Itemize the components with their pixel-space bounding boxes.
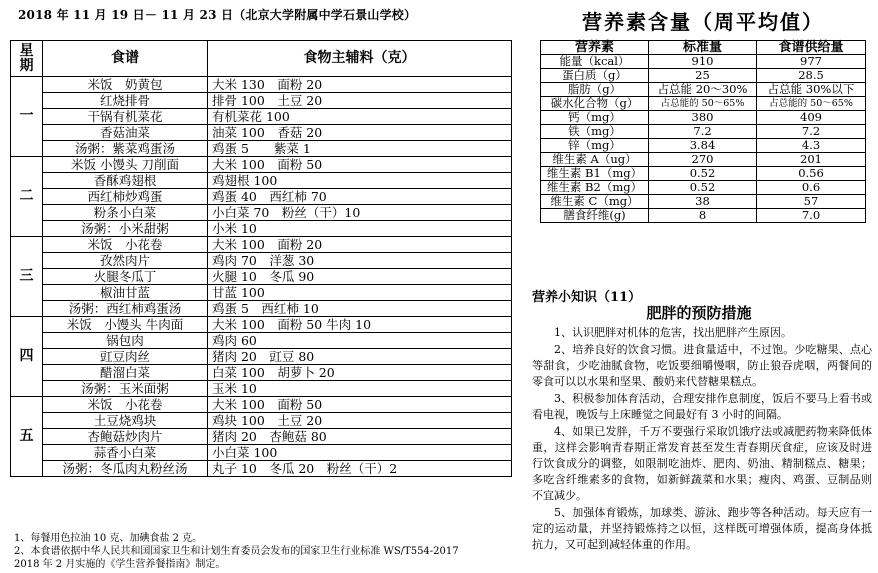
nutrition-standard-cell: 910 bbox=[649, 55, 757, 69]
menu-row bbox=[11, 77, 512, 93]
day-cell: 四 bbox=[11, 317, 43, 397]
ingredients-cell: 小白菜 70 粉丝（干）10 bbox=[208, 205, 512, 221]
menu-row bbox=[11, 221, 512, 237]
nutrition-standard-cell: 0.52 bbox=[649, 181, 757, 195]
col-ingredients-header: 食物主辅料（克） bbox=[208, 41, 512, 77]
nutrition-supply-cell: 7.0 bbox=[757, 209, 866, 223]
nutrition-supply-cell: 4.3 bbox=[757, 139, 866, 153]
weekly-menu-table bbox=[10, 40, 512, 477]
nutrition-row bbox=[541, 97, 866, 111]
recipe-cell: 汤粥：小米甜粥 bbox=[43, 221, 208, 237]
nutrition-row bbox=[541, 83, 866, 97]
ingredients-cell: 鸡肉 60 bbox=[208, 333, 512, 349]
nutrition-row bbox=[541, 209, 866, 223]
menu-row bbox=[11, 237, 512, 253]
tip-paragraph: 2、培养良好的饮食习惯。进食量适中，不过饱。少吃糖果、点心等甜食，少吃油腻食物，吃饭要细嚼慢咽，防止狼吞虎咽，两餐间的零食可以以水果和坚果、酸奶来代替糖果糕点。 bbox=[532, 343, 872, 388]
nutrition-standard-cell: 占总能 20～30% bbox=[649, 83, 757, 97]
menu-notes bbox=[14, 532, 514, 571]
nutrition-standard-cell: 380 bbox=[649, 111, 757, 125]
recipe-cell: 干锅有机菜花 bbox=[43, 109, 208, 125]
nutrition-standard-cell: 8 bbox=[649, 209, 757, 223]
recipe-cell: 米饭 小馒头 牛肉面 bbox=[43, 317, 208, 333]
recipe-cell: 汤粥：玉米面粥 bbox=[43, 381, 208, 397]
nutrition-standard-cell: 3.84 bbox=[649, 139, 757, 153]
menu-row bbox=[11, 381, 512, 397]
ingredients-cell: 有机菜花 100 bbox=[208, 109, 512, 125]
nutrition-name-cell: 维生素 B2（mg） bbox=[541, 181, 649, 195]
recipe-cell: 西红柿炒鸡蛋 bbox=[43, 189, 208, 205]
col-recipe-header: 食谱 bbox=[43, 41, 208, 77]
nutrition-standard-cell: 7.2 bbox=[649, 125, 757, 139]
nutrition-row bbox=[541, 181, 866, 195]
recipe-cell: 火腿冬瓜丁 bbox=[43, 269, 208, 285]
nutrition-supply-cell: 977 bbox=[757, 55, 866, 69]
tip-paragraph: 1、认识肥胖对机体的危害，找出肥胖产生原因。 bbox=[554, 326, 792, 339]
nutrition-row bbox=[541, 139, 866, 153]
recipe-cell: 孜然肉片 bbox=[43, 253, 208, 269]
recipe-cell: 香酥鸡翅根 bbox=[43, 173, 208, 189]
ingredients-cell: 大米 100 面粉 50 牛肉 10 bbox=[208, 317, 512, 333]
menu-row bbox=[11, 109, 512, 125]
ingredients-cell: 小白菜 100 bbox=[208, 445, 512, 461]
nutrition-supply-cell: 57 bbox=[757, 195, 866, 209]
tips-body bbox=[532, 325, 872, 554]
ingredients-cell: 鸡蛋 40 西红柿 70 bbox=[208, 189, 512, 205]
ingredients-cell: 大米 100 面粉 50 bbox=[208, 157, 512, 173]
menu-row bbox=[11, 349, 512, 365]
note-line: 1、每餐用色拉油 10 克、加碘食盐 2 克。 bbox=[14, 533, 203, 544]
menu-row bbox=[11, 125, 512, 141]
tip-paragraph: 5、加强体育锻炼，加球类、游泳、跑步等各种活动。每天应有一定的运动量，并坚持锻炼持之以恒，这样既可增强体质，提高身体抵抗力，又可起到减轻体重的作用。 bbox=[532, 506, 872, 551]
recipe-cell: 红烧排骨 bbox=[43, 93, 208, 109]
recipe-cell: 汤粥：西红柿鸡蛋汤 bbox=[43, 301, 208, 317]
ingredients-cell: 大米 130 面粉 20 bbox=[208, 77, 512, 93]
recipe-cell: 汤粥：冬瓜肉丸粉丝汤 bbox=[43, 461, 208, 477]
ingredients-cell: 猪肉 20 豇豆 80 bbox=[208, 349, 512, 365]
day-cell: 三 bbox=[11, 237, 43, 317]
recipe-cell: 土豆烧鸡块 bbox=[43, 413, 208, 429]
nutrition-supply-cell: 7.2 bbox=[757, 125, 866, 139]
recipe-cell: 醋溜白菜 bbox=[43, 365, 208, 381]
nutrition-name-cell: 能量（kcal） bbox=[541, 55, 649, 69]
menu-row bbox=[11, 141, 512, 157]
nutrition-supply-cell: 占总能 30%以下 bbox=[757, 83, 866, 97]
menu-row bbox=[11, 269, 512, 285]
nutrition-row bbox=[541, 55, 866, 69]
nutrition-row bbox=[541, 195, 866, 209]
nutrition-title: 营养素含量（周平均值） bbox=[582, 10, 824, 34]
col-nutrient-header: 营养素 bbox=[541, 41, 649, 55]
nutrition-supply-cell: 201 bbox=[757, 153, 866, 167]
menu-row bbox=[11, 429, 512, 445]
ingredients-cell: 甘蓝 100 bbox=[208, 285, 512, 301]
ingredients-cell: 大米 100 面粉 50 bbox=[208, 397, 512, 413]
tips-title: 肥胖的预防措施 bbox=[646, 304, 752, 322]
recipe-cell: 豇豆肉丝 bbox=[43, 349, 208, 365]
ingredients-cell: 小米 10 bbox=[208, 221, 512, 237]
nutrition-standard-cell: 270 bbox=[649, 153, 757, 167]
ingredients-cell: 玉米 10 bbox=[208, 381, 512, 397]
ingredients-cell: 鸡翅根 100 bbox=[208, 173, 512, 189]
ingredients-cell: 排骨 100 土豆 20 bbox=[208, 93, 512, 109]
menu-row bbox=[11, 445, 512, 461]
ingredients-cell: 鸡肉 70 洋葱 30 bbox=[208, 253, 512, 269]
menu-row bbox=[11, 173, 512, 189]
nutrition-supply-cell: 0.56 bbox=[757, 167, 866, 181]
nutrition-name-cell: 碳水化合物（g） bbox=[541, 97, 649, 111]
nutrition-name-cell: 维生素 B1（mg） bbox=[541, 167, 649, 181]
nutrition-standard-cell: 占总能的 50～65% bbox=[649, 97, 757, 111]
col-supply-header: 食谱供给量 bbox=[757, 41, 866, 55]
ingredients-cell: 白菜 100 胡萝卜 20 bbox=[208, 365, 512, 381]
ingredients-cell: 猪肉 20 杏鲍菇 80 bbox=[208, 429, 512, 445]
nutrition-name-cell: 铁（mg） bbox=[541, 125, 649, 139]
nutrition-name-cell: 脂肪（g） bbox=[541, 83, 649, 97]
menu-row bbox=[11, 285, 512, 301]
recipe-cell: 杏鲍菇炒肉片 bbox=[43, 429, 208, 445]
menu-row bbox=[11, 93, 512, 109]
ingredients-cell: 大米 100 面粉 20 bbox=[208, 237, 512, 253]
menu-row bbox=[11, 397, 512, 413]
document-header: 2018 年 11 月 19 日－ 11 月 23 日（北京大学附属中学石景山学校） bbox=[18, 8, 417, 22]
menu-row bbox=[11, 365, 512, 381]
menu-row bbox=[11, 301, 512, 317]
recipe-cell: 蒜香小白菜 bbox=[43, 445, 208, 461]
menu-row bbox=[11, 157, 512, 173]
menu-row bbox=[11, 317, 512, 333]
recipe-cell: 香菇油菜 bbox=[43, 125, 208, 141]
nutrition-row bbox=[541, 111, 866, 125]
recipe-cell: 米饭 小馒头 刀削面 bbox=[43, 157, 208, 173]
ingredients-cell: 火腿 10 冬瓜 90 bbox=[208, 269, 512, 285]
nutrition-standard-cell: 38 bbox=[649, 195, 757, 209]
nutrition-row bbox=[541, 69, 866, 83]
nutrition-name-cell: 钙（mg） bbox=[541, 111, 649, 125]
nutrition-name-cell: 维生素 C（mg） bbox=[541, 195, 649, 209]
note-line: 2018 年 2 月实施的《学生营养餐指南》制定。 bbox=[14, 559, 226, 570]
col-day-header: 星期 bbox=[11, 41, 43, 77]
tip-paragraph: 3、积极参加体育活动，合理安排作息制度，饭后不要马上看书或看电视，晚饭与上床睡觉之间最好有 3 小时的间隔。 bbox=[532, 392, 872, 421]
recipe-cell: 粉条小白菜 bbox=[43, 205, 208, 221]
nutrition-row bbox=[541, 153, 866, 167]
recipe-cell: 米饭 奶黄包 bbox=[43, 77, 208, 93]
day-cell: 一 bbox=[11, 77, 43, 157]
recipe-cell: 锅包肉 bbox=[43, 333, 208, 349]
tips-heading: 营养小知识（11） bbox=[532, 290, 642, 305]
nutrition-supply-cell: 409 bbox=[757, 111, 866, 125]
menu-row bbox=[11, 189, 512, 205]
nutrition-supply-cell: 0.6 bbox=[757, 181, 866, 195]
menu-header-row bbox=[11, 41, 512, 77]
recipe-cell: 米饭 小花卷 bbox=[43, 397, 208, 413]
nutrition-name-cell: 膳食纤维(g) bbox=[541, 209, 649, 223]
day-cell: 二 bbox=[11, 157, 43, 237]
menu-row bbox=[11, 253, 512, 269]
nutrition-standard-cell: 25 bbox=[649, 69, 757, 83]
menu-row bbox=[11, 333, 512, 349]
menu-row bbox=[11, 413, 512, 429]
ingredients-cell: 丸子 10 冬瓜 20 粉丝（干）2 bbox=[208, 461, 512, 477]
nutrition-name-cell: 蛋白质（g） bbox=[541, 69, 649, 83]
day-cell: 五 bbox=[11, 397, 43, 477]
nutrition-supply-cell: 占总能的 50～65% bbox=[757, 97, 866, 111]
nutrition-table bbox=[540, 40, 866, 223]
nutrition-row bbox=[541, 167, 866, 181]
ingredients-cell: 鸡蛋 5 紫菜 1 bbox=[208, 141, 512, 157]
nutrition-name-cell: 锌（mg） bbox=[541, 139, 649, 153]
menu-row bbox=[11, 205, 512, 221]
nutrition-supply-cell: 28.5 bbox=[757, 69, 866, 83]
note-line: 2、本食谱依据中华人民共和国国家卫生和计划生育委员会发布的国家卫生行业标准 WS/T554-2017 bbox=[14, 546, 459, 557]
tip-paragraph: 4、如果已发胖，千万不要强行采取饥饿疗法或减肥药物来降低体重，这样会影响青春期正常发育甚至发生青春期厌食症，应该及时进行饮食成分的调整，如限制吃油炸、肥肉、奶油、精制糕点、糖果；多吃含纤维素多的食物，如新鲜蔬菜和水果；瘦肉、鸡蛋、豆制品则不宜减少。 bbox=[532, 425, 872, 502]
ingredients-cell: 鸡蛋 5 西红柿 10 bbox=[208, 301, 512, 317]
ingredients-cell: 鸡块 100 土豆 20 bbox=[208, 413, 512, 429]
nutrition-header-row bbox=[541, 41, 866, 55]
recipe-cell: 米饭 小花卷 bbox=[43, 237, 208, 253]
recipe-cell: 椒油甘蓝 bbox=[43, 285, 208, 301]
col-standard-header: 标准量 bbox=[649, 41, 757, 55]
recipe-cell: 汤粥：紫菜鸡蛋汤 bbox=[43, 141, 208, 157]
nutrition-name-cell: 维生素 A（ug） bbox=[541, 153, 649, 167]
nutrition-row bbox=[541, 125, 866, 139]
nutrition-standard-cell: 0.52 bbox=[649, 167, 757, 181]
menu-row bbox=[11, 461, 512, 477]
ingredients-cell: 油菜 100 香菇 20 bbox=[208, 125, 512, 141]
